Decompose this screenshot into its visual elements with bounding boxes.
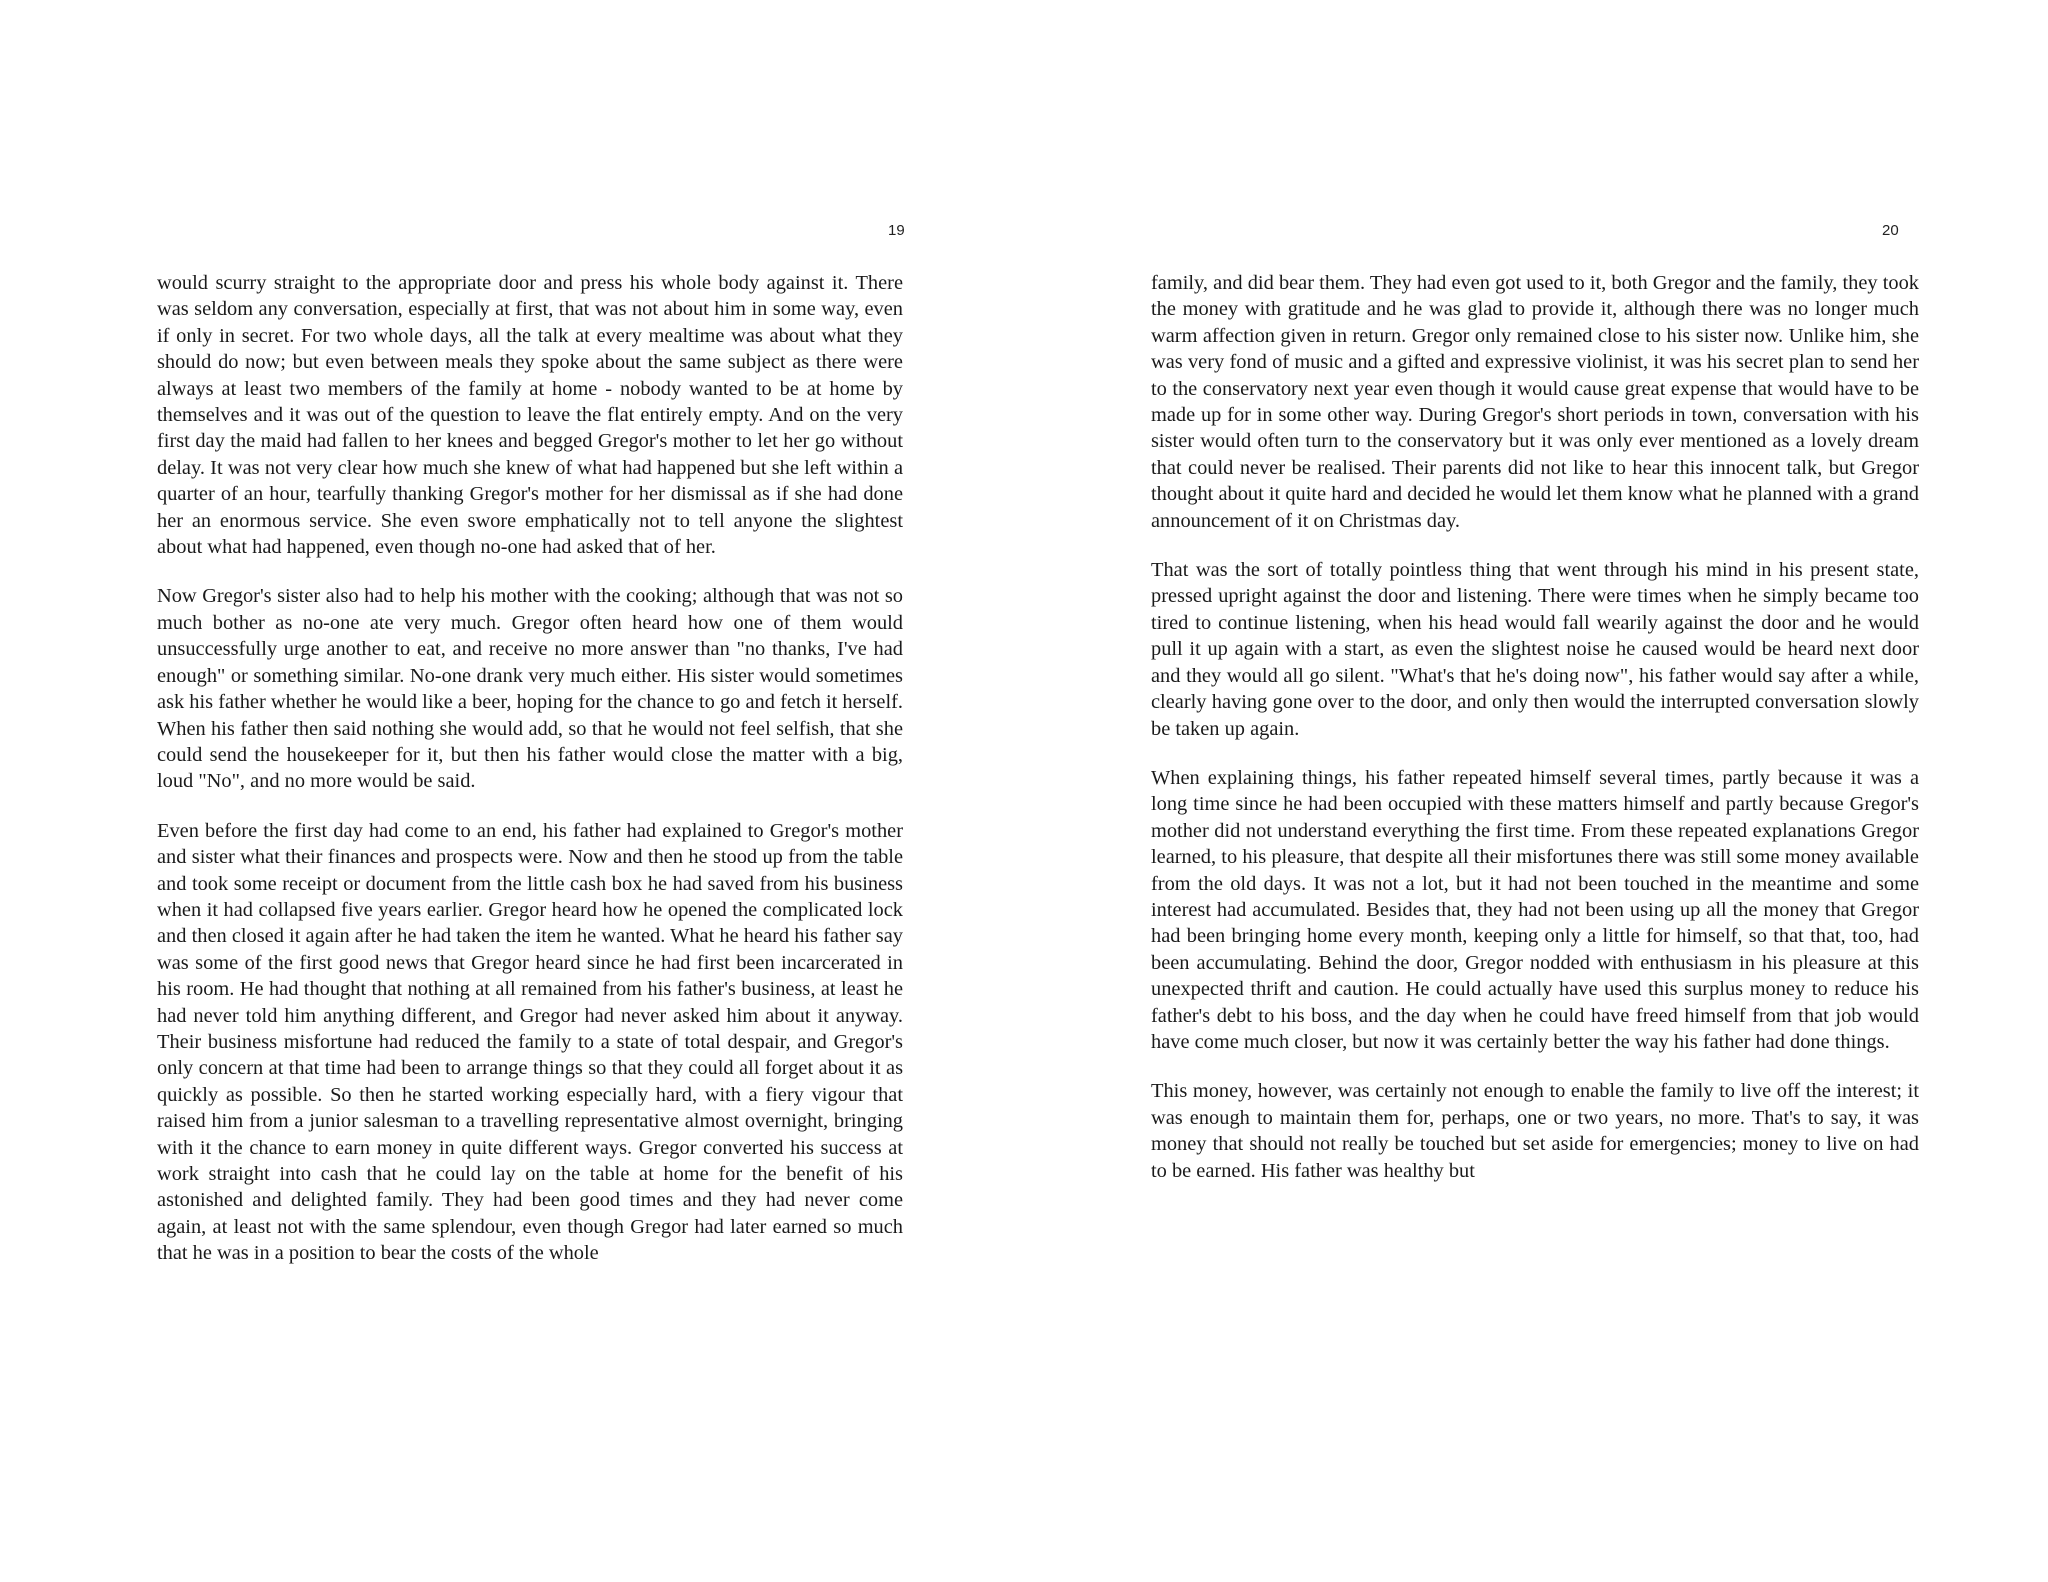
page-text bbox=[1151, 270, 1919, 1184]
paragraph: Now Gregor's sister also had to help his mother with the cooking; although that was not so much bother as no-one ate very much. Gregor often heard how one of them would unsuccessfully urge another to eat, and receive no more answer than "no thanks, I've had enough" or something similar. No-one drank very much either. His sister would sometimes ask his father whether he would like a beer, hoping for the chance to go and fetch it herself. When his father then said nothing she would add, so that he would not feel selfish, that she could send the housekeeper for it, but then his father would close the matter with a big, loud "No", and no more would be said. bbox=[157, 585, 903, 793]
right-page bbox=[1024, 0, 2048, 1582]
page-number: 19 bbox=[888, 222, 905, 239]
paragraph: This money, however, was certainly not enough to enable the family to live off the interest; it was enough to maintain them for, perhaps, one or two years, no more. That's to say, it was money that should not really be touched but set aside for emergencies; money to live on had to be earned. His father was healthy but bbox=[1151, 1080, 1919, 1182]
paragraph: would scurry straight to the appropriate door and press his whole body against it. There was seldom any conversation, especially at first, that was not about him in some way, even if only in secret. For two whole days, all the talk at every mealtime was about what they should do now; but even between meals they spoke about the same subject as there were always at least two members of the family at home - nobody wanted to be at home by themselves and it was out of the question to leave the flat entirely empty. And on the very first day the maid had fallen to her knees and begged Gregor's mother to let her go without delay. It was not very clear how much she knew of what had happened but she left within a quarter of an hour, tearfully thanking Gregor's mother for her dismissal as if she had done her an enormous service. She even swore emphatically not to tell anyone the slightest about what had happened, even though no-one had asked that of her. bbox=[157, 272, 903, 559]
paragraph: That was the sort of totally pointless thing that went through his mind in his present state, pressed upright against the door and listening. There were times when he simply became too tired to continue listening, when his head would fall wearily against the door and he would pull it up again with a start, as even the slightest noise he caused would be heard next door and they would all go silent. "What's that he's doing now", his father would say after a while, clearly having gone over to the door, and only then would the interrupted conversation slowly be taken up again. bbox=[1151, 559, 1919, 740]
page-number: 20 bbox=[1882, 222, 1899, 239]
page-text bbox=[157, 270, 903, 1267]
paragraph: family, and did bear them. They had even got used to it, both Gregor and the family, they took the money with gratitude and he was glad to provide it, although there was no longer much warm affection given in return. Gregor only remained close to his sister now. Unlike him, she was very fond of music and a gifted and expressive violinist, it was his secret plan to send her to the conservatory next year even though it would cause great expense that would have to be made up for in some other way. During Gregor's short periods in town, conversation with his sister would often turn to the conservatory but it was only ever mentioned as a lovely dream that could never be realised. Their parents did not like to hear this innocent talk, but Gregor thought about it quite hard and decided he would let them know what he planned with a grand announcement of it on Christmas day. bbox=[1151, 272, 1919, 532]
paragraph: Even before the first day had come to an end, his father had explained to Gregor's mother and sister what their finances and prospects were. Now and then he stood up from the table and took some receipt or document from the little cash box he had saved from his business when it had collapsed five years earlier. Gregor heard how he opened the complicated lock and then closed it again after he had taken the item he wanted. What he heard his father say was some of the first good news that Gregor heard since he had first been incarcerated in his room. He had thought that nothing at all remained from his father's business, at least he had never told him anything different, and Gregor had never asked him about it anyway. Their business misfortune had reduced the family to a state of total despair, and Gregor's only concern at that time had been to arrange things so that they could all forget about it as quickly as possible. So then he started working especially hard, with a fiery vigour that raised him from a junior salesman to a travelling representative almost overnight, bringing with it the chance to earn money in quite different ways. Gregor converted his success at work straight into cash that he could lay on the table at home for the benefit of his astonished and delighted family. They had been good times and they had never come again, at least not with the same splendour, even though Gregor had later earned so much that he was in a position to bear the costs of the whole bbox=[157, 819, 903, 1265]
paragraph: When explaining things, his father repeated himself several times, partly because it was a long time since he had been occupied with these matters himself and partly because Gregor's mother did not understand everything the first time. From these repeated explanations Gregor learned, to his pleasure, that despite all their misfortunes there was still some money available from the old days. It was not a lot, but it had not been touched in the meantime and some interest had accumulated. Besides that, they had not been using up all the money that Gregor had been bringing home every month, keeping only a little for himself, so that that, too, had been accumulating. Behind the door, Gregor nodded with enthusiasm in his pleasure at this unexpected thrift and caution. He could actually have used this surplus money to reduce his father's debt to his boss, and the day when he could have freed himself from that job would have come much closer, but now it was certainly better the way his father had done things. bbox=[1151, 766, 1919, 1053]
